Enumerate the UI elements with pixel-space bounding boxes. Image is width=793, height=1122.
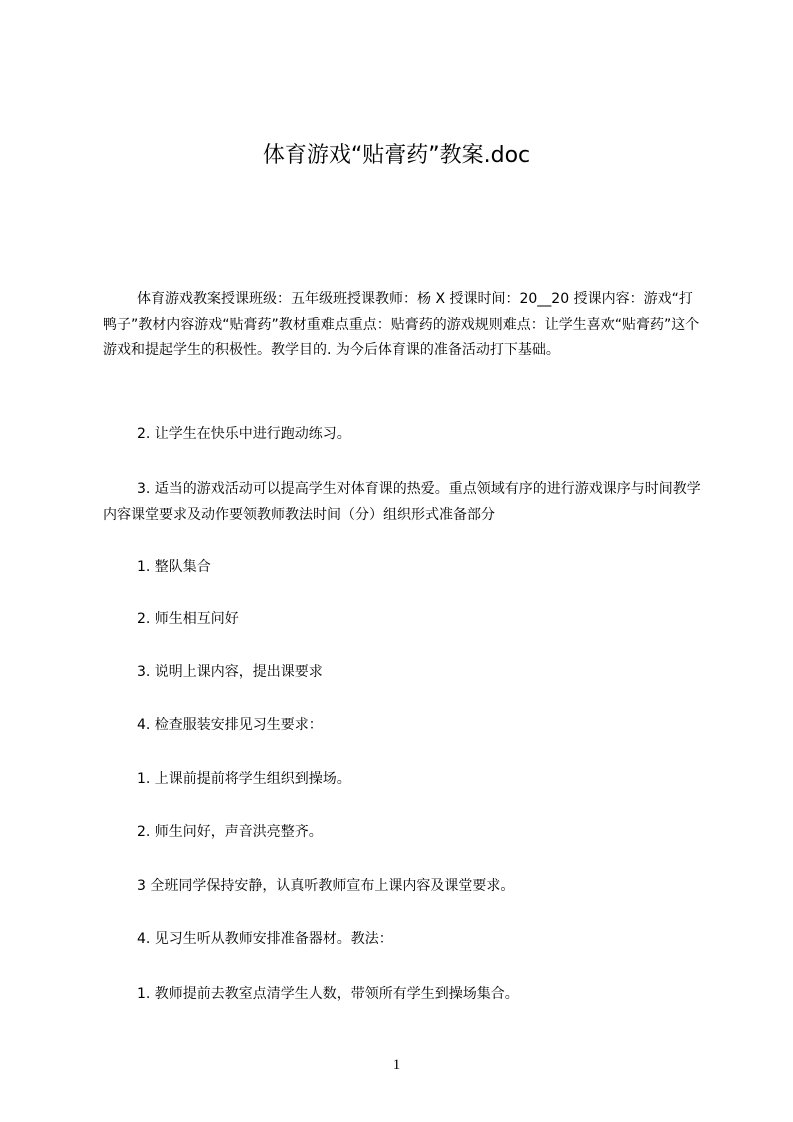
list-item: 1. 上课前提前将学生组织到操场。 bbox=[137, 771, 351, 787]
objective-item-2: 2. 让学生在快乐中进行跑动练习。 bbox=[137, 426, 351, 442]
list-item: 3. 说明上课内容，提出课要求 bbox=[137, 664, 323, 680]
list-item: 2. 师生问好，声音洪亮整齐。 bbox=[137, 824, 323, 840]
list-item: 4. 检查服装安排见习生要求： bbox=[137, 717, 323, 733]
page-number: 1 bbox=[392, 1057, 401, 1073]
list-item: 3 全班同学保持安静，认真听教师宣布上课内容及课堂要求。 bbox=[137, 878, 515, 894]
objective-item-3: 3. 适当的游戏活动可以提高学生对体育课的热爱。重点领域有序的进行游戏课序与时间教学内容课堂要求及动作要领教师教法时间（分）组织形式准备部分 bbox=[103, 481, 701, 523]
list-item: 1. 教师提前去教室点清学生人数，带领所有学生到操场集合。 bbox=[137, 986, 519, 1002]
list-item: 2. 师生相互问好 bbox=[137, 611, 239, 627]
document-title: 体育游戏“贴膏药”教案.doc bbox=[262, 143, 531, 168]
intro-paragraph: 体育游戏教案授课班级：五年级班授课教师：杨 X 授课时间：20__20 授课内容：游戏“打鸭子”教材内容游戏“贴膏药”教材重难点重点：贴膏药的游戏规则难点：让学生喜欢“贴膏药”这个游戏和提起学生的积极性。教学目的. 为今后体育课的准备活动打下基础。 bbox=[103, 291, 700, 358]
list-item: 4. 见习生听从教师安排准备器材。教法： bbox=[137, 931, 393, 947]
list-item: 1. 整队集合 bbox=[137, 559, 211, 575]
